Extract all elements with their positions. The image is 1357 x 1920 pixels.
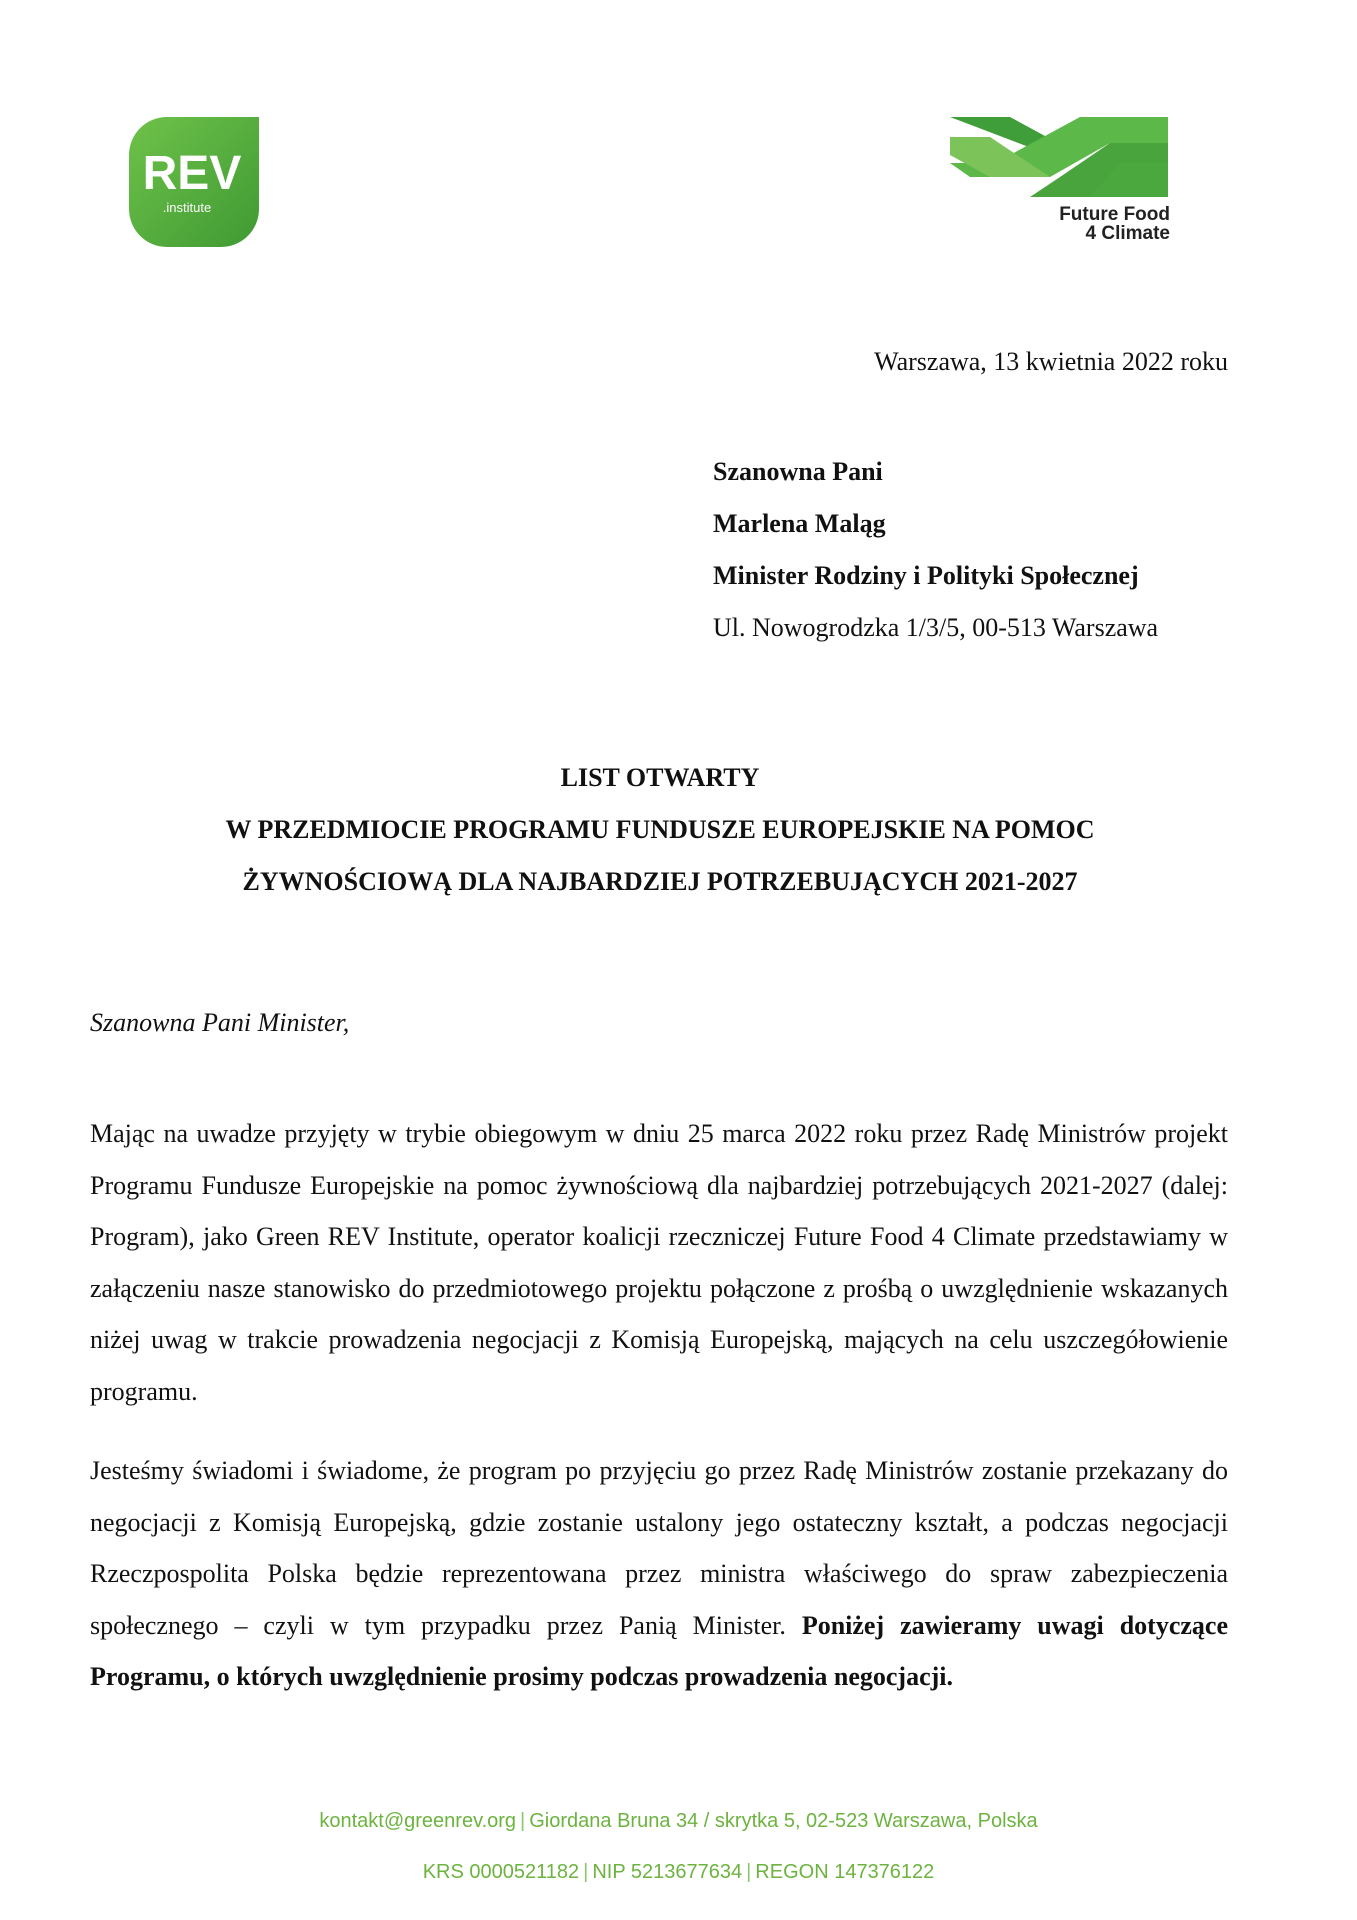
title-line-1: LIST OTWARTY [560,763,760,792]
rev-logo-main-text: REV [142,147,242,200]
footer-separator: | [583,1861,589,1883]
future-food-4-climate-logo [950,115,1170,250]
recipient-block [713,446,1158,654]
letter-date: Warszawa, 13 kwietnia 2022 roku [874,347,1228,376]
future-food-ribbon-icon [950,115,1170,200]
rev-logo-sub-text: .institute [162,200,212,215]
footer-separator: | [746,1861,752,1883]
rev-institute-logo [129,117,259,247]
footer-krs: KRS 0000521182 [422,1861,580,1883]
body-paragraph-2-text: Jesteśmy świadomi i świadome, że program po przyjęciu go przez Radę Ministrów zostanie przekazany do negocjacji z Komisją Europejską, gdzie zostanie ustalony jego ostateczny kształt, a podczas negocjacji Rzeczpospolita Polska będzie reprezentowana przez ministra właściwego do spraw zabezpieczenia społecznego – czyli w tym przypadku przez Panią Minister. [90,1456,1228,1640]
body-paragraph-2 [90,1445,1228,1703]
footer-nip: NIP 5213677634 [592,1861,743,1883]
body-paragraph-1: Mając na uwadze przyjęty w trybie obiegowym w dniu 25 marca 2022 roku przez Radę Ministrów projekt Programu Fundusze Europejskie na pomoc żywnościową dla najbardziej potrzebujących 2021-2027 (dalej: Program), jako Green REV Institute, operator koalicji rzeczniczej Future Food 4 Climate przedstawiamy w załączeniu nasze stanowisko do przedmiotowego projektu połączone z prośbą o uwzględnienie wskazanych niżej uwag w trakcie prowadzenia negocjacji z Komisją Europejską, mających na celu uszczegółowienie programu. [90,1119,1228,1406]
footer-registry-line [0,1861,1357,1884]
ff-logo-line1: Future Food [1059,204,1170,225]
recipient-name: Marlena Maląg [713,509,886,538]
footer-regon: REGON 147376122 [755,1861,935,1883]
footer-address: Giordana Bruna 34 / skrytka 5, 02-523 Warszawa, Polska [529,1810,1038,1832]
ff-logo-line2: 4 Climate [1085,223,1170,244]
title-line-2: W PRZEDMIOCIE PROGRAMU FUNDUSZE EUROPEJSKIE NA POMOC [225,815,1095,844]
title-line-3: ŻYWNOŚCIOWĄ DLA NAJBARDZIEJ POTRZEBUJĄCYCH 2021-2027 [242,867,1078,896]
footer-email[interactable]: kontakt@greenrev.org [319,1810,517,1832]
recipient-address: Ul. Nowogrodzka 1/3/5, 00-513 Warszawa [713,613,1159,642]
body-paragraph-2-bold: Poniżej zawieramy uwagi dotyczące Programu, o których uwzględnienie prosimy podczas prowadzenia negocjacji. [90,1610,1228,1691]
letter-title [90,752,1230,908]
footer-separator: | [520,1810,526,1832]
recipient-position: Minister Rodziny i Polityki Społecznej [713,561,1139,590]
footer-contact-line [0,1810,1357,1833]
letter-greeting: Szanowna Pani Minister, [90,1008,350,1037]
recipient-salutation: Szanowna Pani [713,457,883,486]
